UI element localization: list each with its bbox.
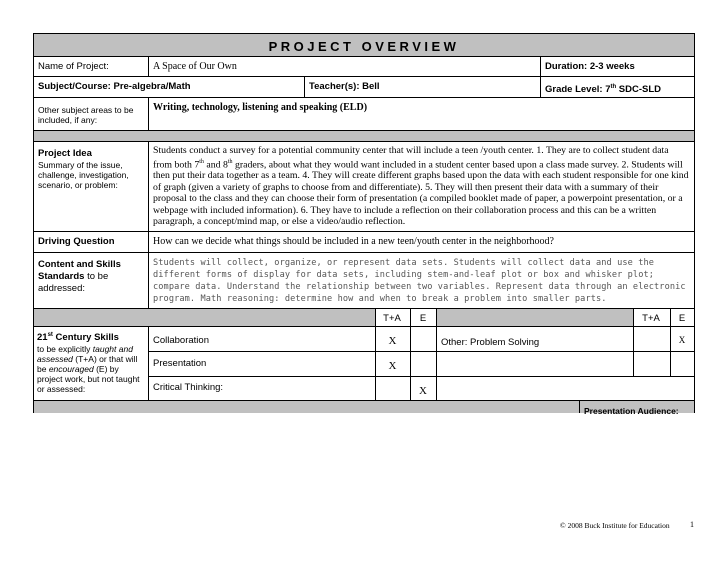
century-skills-desc: to be explicitly taught and assessed (T+A) or that will be encouraged (E) by project work, but not taught or assessed: <box>37 344 140 395</box>
century-skills-label-cell <box>34 329 148 394</box>
subject-course: Subject/Course: Pre-algebra/Math <box>38 81 191 92</box>
separator-row <box>34 131 694 141</box>
footer-copyright: © 2008 Buck Institute for Education <box>560 521 670 530</box>
page-title: PROJECT OVERVIEW <box>268 39 460 54</box>
project-idea-sublabel: Summary of the issue, challenge, investigation, scenario, or problem: <box>38 160 129 190</box>
project-name-row <box>34 57 694 76</box>
e-header-left: E <box>419 313 427 324</box>
other-subjects-row <box>34 98 694 130</box>
content-skills-row <box>34 253 694 308</box>
skill-collaboration: Collaboration <box>153 335 209 346</box>
e-header-right: E <box>678 313 686 324</box>
presentation-audience-label <box>584 406 679 410</box>
skill-presentation-ta: X <box>388 360 397 372</box>
century-skills-label: 21st Century Skills <box>37 332 119 344</box>
skill-other: Other: Problem Solving <box>441 337 540 348</box>
driving-question-value: How can we decide what things should be included in a new teen/youth center in the neighborhood? <box>153 236 554 247</box>
skills-header-fill-2 <box>436 309 633 326</box>
project-idea-label: Project Idea <box>38 148 92 159</box>
skill-other-e: X <box>678 335 686 345</box>
ta-header-left: T+A <box>383 313 401 324</box>
project-idea-text: Students conduct a survey for a potential community center that will include a teen /youth center. 1. They are to collect student data from both 7th and 8th graders, about what they would want included in a student center based upon a class made survey. 2. Students will then put their data together as a team. 4. They will create different graphs based upon the data with each student responsible for one kind of graph (given a variety of graphs to choose from and differentiate). 5. They will then present their data with a summary of their proposal to the class and they can choose their form of presentation (a compiled booklet made of paper, a powerpoint presentation, or a webpage with included information). 6. They have to include a reflection on their collaboration process and this can be a written paragraph, a concept/mind map, or else a video/audio reflection. <box>153 145 689 228</box>
project-idea-label-cell <box>34 145 148 193</box>
content-skills-label: Content and Skills Standards to be addressed: <box>38 259 121 294</box>
project-overview-table <box>33 33 695 413</box>
skill-presentation: Presentation <box>153 358 207 369</box>
page-number: 1 <box>690 520 694 529</box>
content-skills-value: Students will collect, organize, or represent data sets. Students will collect data and use the different forms of display for data sets, including stem-and-leaf plot or box and whisker plot; compare data. Understand the relationship between two variables. Represent data through an electronic program. Math reasoning: determine how and when to break a problem into smaller parts. <box>153 258 686 304</box>
project-idea-row <box>34 142 694 231</box>
driving-question-row <box>34 232 694 252</box>
skills-header-fill-1 <box>34 309 375 326</box>
ta-header-right: T+A <box>642 313 660 324</box>
skill-critical-thinking: Critical Thinking: <box>153 382 224 393</box>
grade-level: Grade Level: 7th SDC-SLD <box>545 84 662 96</box>
other-subjects-label: Other subject areas to be included, if any: <box>38 105 134 125</box>
project-name-label: Name of Project: <box>38 61 109 72</box>
duration: Duration: 2-3 weeks <box>545 61 635 72</box>
project-name-value: A Space of Our Own <box>153 61 237 72</box>
skill-collaboration-ta: X <box>388 335 397 347</box>
title-row <box>34 34 694 56</box>
subject-row <box>34 77 694 97</box>
other-subjects-value: Writing, technology, listening and speaking (ELD) <box>153 102 368 113</box>
skill-critical-thinking-e: X <box>419 385 427 397</box>
teacher: Teacher(s): Bell <box>309 81 380 92</box>
driving-question-label: Driving Question <box>38 236 115 247</box>
